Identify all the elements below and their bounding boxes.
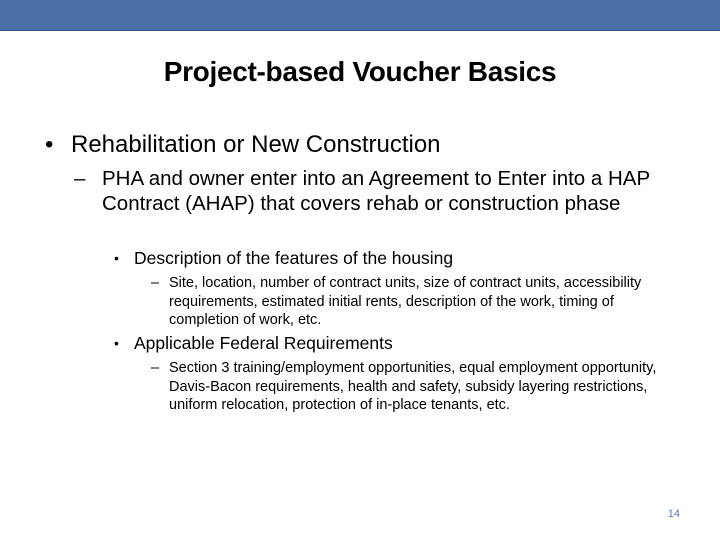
dash-marker: – <box>151 275 160 291</box>
page-number: 14 <box>667 508 680 520</box>
dash-marker: – <box>151 360 160 376</box>
bullet-marker: • <box>114 250 119 266</box>
header-bar <box>0 0 720 31</box>
bullet-text: Rehabilitation or New Construction <box>71 131 441 158</box>
bullet-marker: • <box>114 335 119 351</box>
bullet-text: Applicable Federal Requirements <box>134 333 393 353</box>
slide-title: Project-based Voucher Basics <box>163 56 557 87</box>
bullet-text: Site, location, number of contract units, size of contract units, accessibility requirements, estimated initial rents, description of the work, timing of completion of work, etc. <box>169 275 642 328</box>
dash-marker: – <box>74 167 86 190</box>
bullet-text: Description of the features of the housing <box>134 248 454 268</box>
bullet-text: Section 3 training/employment opportunities, equal employment opportunity, Davis-Bacon requirements, health and safety, subsidy layering restrictions, uniform relocation, protection of in-place tenants, etc. <box>169 360 657 413</box>
bullet-text: PHA and owner enter into an Agreement to Enter into a HAP Contract (AHAP) that covers rehab or construction phase <box>102 167 650 215</box>
bullet-marker: • <box>45 131 54 158</box>
